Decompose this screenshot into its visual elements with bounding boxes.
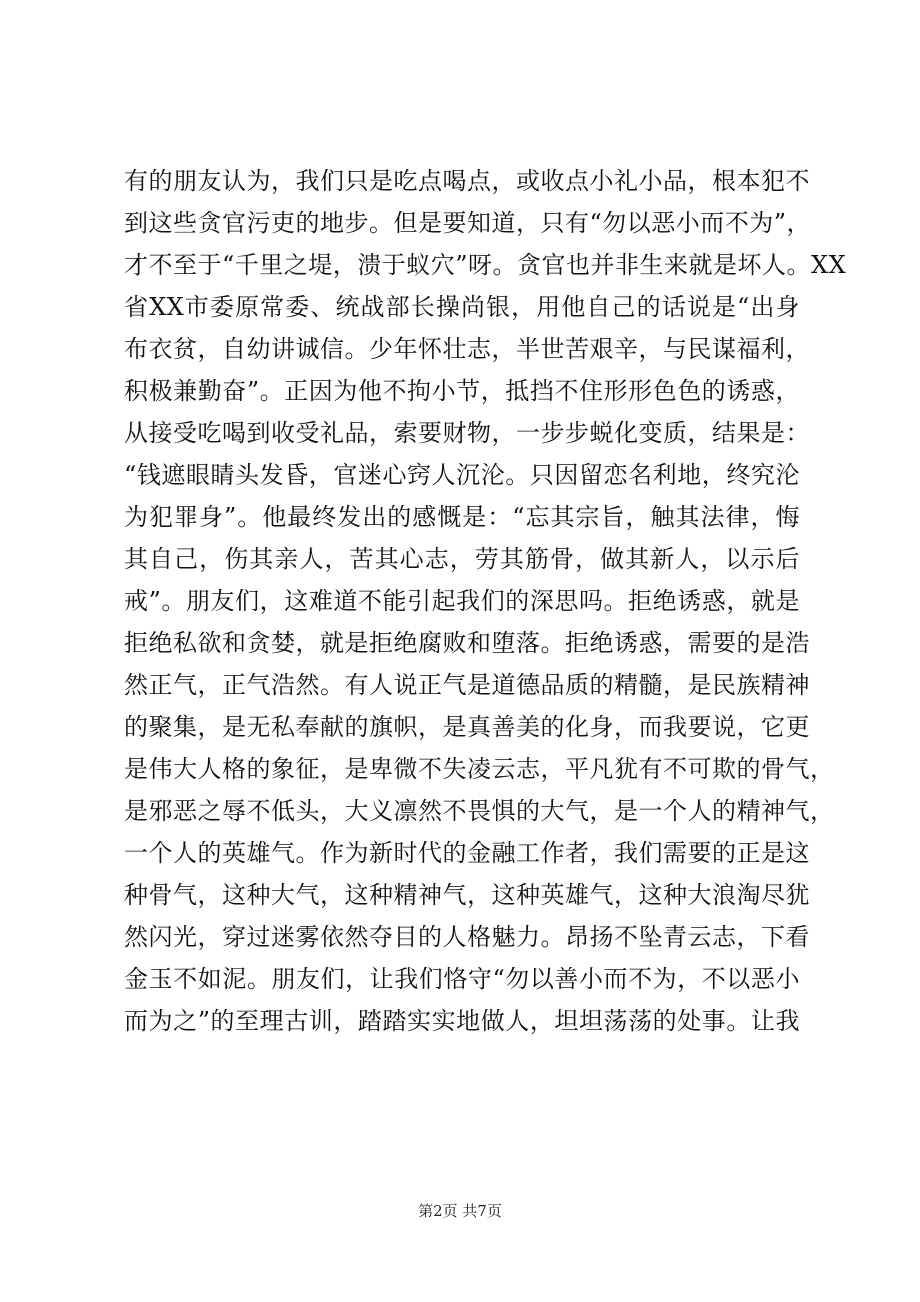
text-line: 一个人的英雄气。作为新时代的金融工作者，我们需要的正是这: [124, 839, 810, 867]
text-line: 是伟大人格的象征，是卑微不失凌云志，平凡犹有不可欺的骨气，: [124, 755, 835, 783]
text-line: “钱遮眼睛头发昏，官迷心窍人沉沦。只因留恋名利地，终究沦: [124, 461, 800, 489]
body-text: [124, 160, 847, 1042]
text-line: 然闪光，穿过迷雾依然夺目的人格魅力。昂扬不坠青云志，下看: [124, 923, 810, 951]
text-line: 才不至于“千里之堤，溃于蚁穴”呀。贪官也并非生来就是坏人。XX: [124, 251, 847, 279]
text-line: 积极兼勤奋”。正因为他不拘小节，抵挡不住形形色色的诱惑，: [124, 377, 800, 405]
text-line: 金玉不如泥。朋友们，让我们恪守“勿以善小而不为，不以恶小: [124, 965, 800, 993]
text-line: 种骨气，这种大气，这种精神气，这种英雄气，这种大浪淘尽犹: [124, 881, 810, 909]
text-line: 拒绝私欲和贪婪，就是拒绝腐败和堕落。拒绝诱惑，需要的是浩: [124, 629, 810, 657]
text-line: 有的朋友认为，我们只是吃点喝点，或收点小礼小品，根本犯不: [124, 167, 810, 195]
text-line: 其自己，伤其亲人，苦其心志，劳其筋骨，做其新人，以示后: [124, 545, 800, 573]
text-line: 省XX市委原常委、统战部长操尚银，用他自己的话说是“出身: [124, 293, 800, 321]
text-line: 到这些贪官污吏的地步。但是要知道，只有“勿以恶小而不为”，: [124, 209, 812, 237]
text-line: 布衣贫，自幼讲诚信。少年怀壮志，半世苦艰辛，与民谋福利，: [124, 335, 810, 363]
text-line: 是邪恶之辱不低头，大义凛然不畏惧的大气，是一个人的精神气，: [124, 797, 835, 825]
text-line: 而为之”的至理古训，踏踏实实地做人，坦坦荡荡的处事。让我: [124, 1007, 800, 1035]
text-line: 然正气，正气浩然。有人说正气是道德品质的精髓，是民族精神: [124, 671, 810, 699]
text-line: 戒”。朋友们，这难道不能引起我们的深思吗。拒绝诱惑，就是: [124, 587, 800, 615]
text-line: 从接受吃喝到收受礼品，索要财物，一步步蜕化变质，结果是：: [124, 419, 810, 447]
page-footer: [0, 1200, 920, 1221]
text-line: 为犯罪身”。他最终发出的感慨是：“忘其宗旨，触其法律，悔: [124, 503, 800, 531]
page-number-indicator: 第2页 共7页: [418, 1202, 502, 1220]
text-line: 的聚集，是无私奉献的旗帜，是真善美的化身，而我要说，它更: [124, 713, 810, 741]
